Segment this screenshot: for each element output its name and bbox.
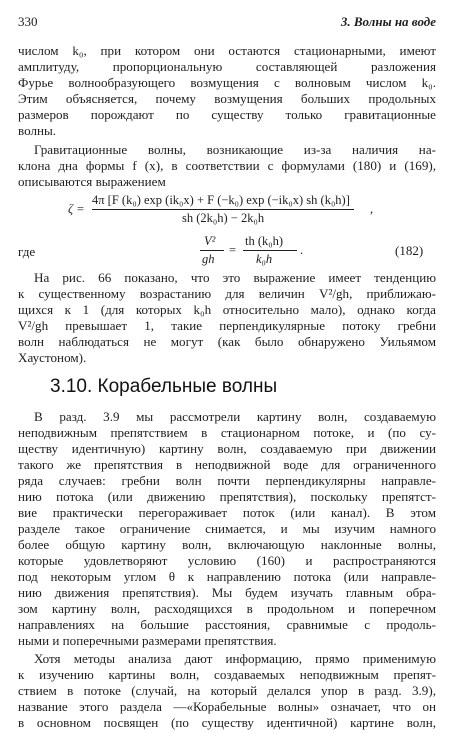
text-line: волны. xyxy=(18,123,57,138)
text-line: направлениях на большие расстояния, сравнимые с продоль- xyxy=(18,617,436,632)
text-line: разделе такое ограничение снимается, и мы изучим намного xyxy=(18,521,436,536)
text-line: которые удовлетворяют условию (160) и распространяются xyxy=(18,553,436,568)
text-line: V²/gh превышает 1, такие перпендикулярные потоку гребни xyxy=(18,318,436,333)
fraction-bar xyxy=(243,250,297,251)
page-header xyxy=(18,14,436,32)
lhs-denominator: gh xyxy=(202,252,215,266)
equation-numerator: 4π [F (k₀) exp (ik₀x) + F (−k₀) exp (−ik₀x) sh (k₀h)] xyxy=(92,193,350,207)
text-line: Гравитационные волны, возникающие из-за наличия на- xyxy=(34,142,436,157)
lhs-numerator: V² xyxy=(204,234,216,248)
text-line: Хаустоном). xyxy=(18,350,87,365)
page-number: 330 xyxy=(18,14,38,29)
equation-comma: , xyxy=(370,202,374,216)
text-line: название этого раздела —«Корабельные волны» означает, что он xyxy=(18,699,436,714)
text-line: В разд. 3.9 мы рассмотрели картину волн, создаваемую xyxy=(34,409,436,424)
equation-number: (182) xyxy=(395,243,424,258)
text-line: описываются выражением xyxy=(18,174,166,189)
text-line: Фурье волнообразующего возмущения с волновым числом k₀. xyxy=(18,75,436,90)
text-line: числом k₀, при котором они остаются стационарными, имеют xyxy=(18,43,436,58)
text-line: такого же препятствия в неподвижной воде для ограниченного xyxy=(18,457,436,472)
text-line: размеров порождают по существу только гравитационные xyxy=(18,107,436,122)
text-line: к существенному возрастанию для величин V²/gh, приближаю- xyxy=(18,286,436,301)
text-line: зом картину волн, расходящихся в продольном и поперечном xyxy=(18,601,436,616)
text-line: ряда случаев: гребни волн почти перпендикулярны направле- xyxy=(18,473,436,488)
text-line: Этим объясняется, почему возмущения больших продольных xyxy=(18,91,436,106)
text-line: Хотя методы анализа дают информацию, прямо применимую xyxy=(34,651,436,666)
text-line: нию потока (или движению препятствия), поскольку препятст- xyxy=(18,489,436,504)
fraction-bar xyxy=(200,250,224,251)
text-line: волн наблюдаться не могут (как было обнаружено Уильямом xyxy=(18,334,436,349)
text-line: амплитуду, пропорциональную составляющей разложения xyxy=(18,59,436,74)
text-line: На рис. 66 показано, что это выражение имеет тенденцию xyxy=(34,270,436,285)
equals-sign: = xyxy=(229,243,237,257)
text-line: более общую картину волн, включающую наклонные волны, xyxy=(18,537,436,552)
rhs-numerator: th (k₀h) xyxy=(245,234,284,248)
rhs-denominator: k₀h xyxy=(256,252,273,266)
where-label: где xyxy=(18,244,36,259)
text-line: щихся к 1 (для которых k₀h относительно мало), однако когда xyxy=(18,302,436,317)
equation-period: . xyxy=(300,243,304,257)
section-title: 3.10. Корабельные волны xyxy=(50,376,278,397)
text-line: клона дна формы f (x), в соответствии с формулами (180) и (169), xyxy=(18,158,436,173)
equation-lhs: ζ = xyxy=(68,202,85,216)
text-line: ществу идентичную) картину волн, создаваемую при движении xyxy=(18,441,436,456)
text-line: в основном посвящен (по существу идентичной) картине волн, xyxy=(18,715,436,730)
text-line: ными и поперечными размерами препятствия. xyxy=(18,633,277,648)
text-line: ствием в потоке (случай, на который делался упор в разд. 3.9), xyxy=(18,683,436,698)
equation-denominator: sh (2k₀h) − 2k₀h xyxy=(182,211,265,225)
text-line: к изучению картины волн, создаваемых неподвижным препят- xyxy=(18,667,436,682)
fraction-bar xyxy=(92,209,354,210)
text-line: вие практически перегораживает поток (или канал). В этом xyxy=(18,505,436,520)
text-line: неподвижным препятствием в стационарном потоке, и (по су- xyxy=(18,425,436,440)
text-line: под некоторым углом θ к направлению потока (или направле- xyxy=(18,569,436,584)
text-line: нию движения препятствия). Мы будем изучать главным обра- xyxy=(18,585,436,600)
running-head: 3. Волны на воде xyxy=(340,14,436,29)
